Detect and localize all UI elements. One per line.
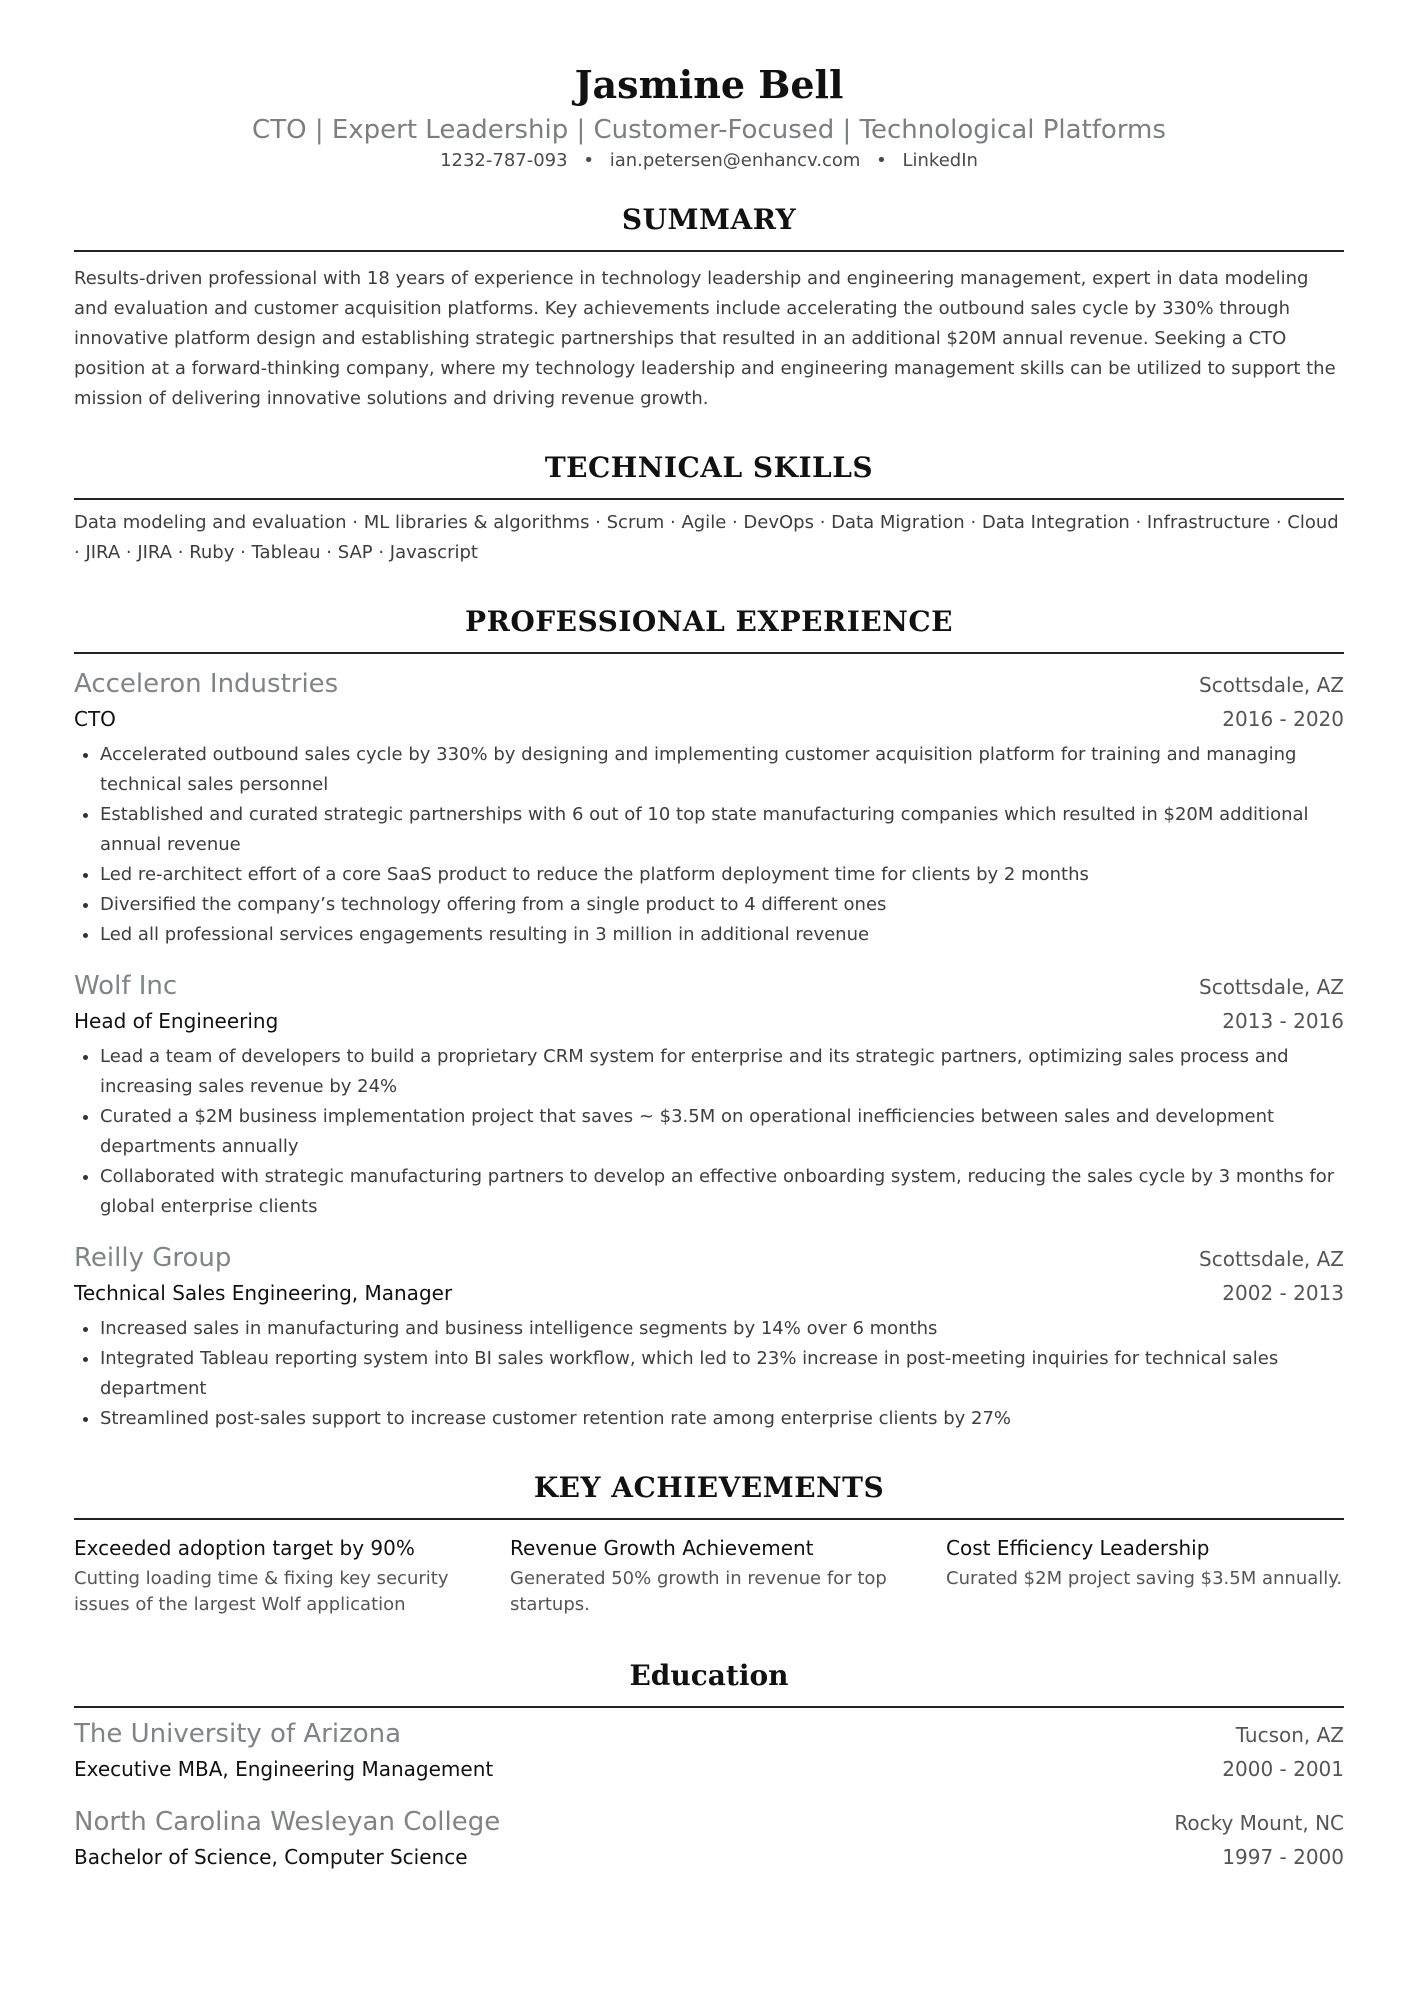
achievement-description: Generated 50% growth in revenue for top startups. <box>510 1568 887 1615</box>
education-heading: Education <box>74 1658 1344 1708</box>
bullet-item: • Streamlined post-sales support to increase customer retention rate among enterprise clients by 27% <box>100 1404 1344 1434</box>
education-dates: 2000 - 2001 <box>1222 1757 1344 1781</box>
achievement-card <box>74 1532 510 1618</box>
job-location: Scottsdale, AZ <box>1199 975 1344 999</box>
achievement-description: Cutting loading time & fixing key security issues of the largest Wolf application <box>74 1568 449 1615</box>
achievement-card <box>510 1532 946 1618</box>
resume-header <box>74 0 1344 174</box>
contact-line <box>74 148 1344 174</box>
school-location: Rocky Mount, NC <box>1174 1811 1344 1835</box>
job-dates: 2016 - 2020 <box>1222 707 1344 731</box>
achievements-grid <box>74 1532 1344 1618</box>
education-entry <box>74 1716 1344 1786</box>
summary-section <box>74 202 1344 414</box>
achievements-section <box>74 1470 1344 1618</box>
resume-page <box>74 0 1344 1874</box>
bullet-item: • Led all professional services engagements resulting in 3 million in additional revenue <box>100 920 1344 950</box>
job-location: Scottsdale, AZ <box>1199 673 1344 697</box>
skills-list: Data modeling and evaluation · ML libraries & algorithms · Scrum · Agile · DevOps · Data Migration · Data Integration · Infrastructure · Cloud · JIRA · JIRA · Ruby · Tableau · SAP · Javascript <box>74 512 1339 563</box>
bullet-item: • Collaborated with strategic manufacturing partners to develop an effective onboarding system, reducing the sales cycle by 3 months for global enterprise clients <box>100 1162 1344 1222</box>
candidate-headline: CTO | Expert Leadership | Customer-Focused | Technological Platforms <box>252 115 1166 145</box>
degree: Bachelor of Science, Computer Science <box>74 1845 468 1869</box>
bullet-item: • Led re-architect effort of a core SaaS product to reduce the platform deployment time for clients by 2 months <box>100 860 1344 890</box>
job-dates: 2002 - 2013 <box>1222 1281 1344 1305</box>
achievement-title: Revenue Growth Achievement <box>510 1536 814 1560</box>
achievement-title: Exceeded adoption target by 90% <box>74 1536 415 1560</box>
bullet-item: • Integrated Tableau reporting system into BI sales workflow, which led to 23% increase in post-meeting inquiries for technical sales department <box>100 1344 1344 1404</box>
bullet-item: • Established and curated strategic partnerships with 6 out of 10 top state manufacturing companies which resulted in $20M additional annual revenue <box>100 800 1344 860</box>
school-name: North Carolina Wesleyan College <box>74 1807 501 1837</box>
linkedin-link[interactable]: LinkedIn <box>902 150 978 171</box>
achievement-title: Cost Efficiency Leadership <box>946 1536 1210 1560</box>
job-title: Head of Engineering <box>74 1009 279 1033</box>
school-name: The University of Arizona <box>74 1719 402 1749</box>
job-bullets <box>74 740 1344 950</box>
school-location: Tucson, AZ <box>1235 1723 1344 1747</box>
job-bullets <box>74 1042 1344 1222</box>
skills-heading: TECHNICAL SKILLS <box>74 450 1344 500</box>
job-bullets <box>74 1314 1344 1434</box>
company-name: Wolf Inc <box>74 971 178 1001</box>
job-dates: 2013 - 2016 <box>1222 1009 1344 1033</box>
email-link[interactable]: ian.petersen@enhancv.com <box>609 150 861 171</box>
education-section <box>74 1658 1344 1874</box>
skills-section <box>74 450 1344 568</box>
company-name: Reilly Group <box>74 1243 232 1273</box>
education-entry <box>74 1804 1344 1874</box>
job-entry <box>74 968 1344 1222</box>
bullet-item: • Diversified the company’s technology offering from a single product to 4 different ones <box>100 890 1344 920</box>
experience-section <box>74 604 1344 1434</box>
bullet-item: • Accelerated outbound sales cycle by 330% by designing and implementing customer acquisition platform for training and managing technical sales personnel <box>100 740 1344 800</box>
job-location: Scottsdale, AZ <box>1199 1247 1344 1271</box>
education-dates: 1997 - 2000 <box>1222 1845 1344 1869</box>
phone-number: 1232-787-093 <box>440 150 568 171</box>
summary-text: Results-driven professional with 18 years of experience in technology leadership and engineering management, expert in data modeling and evaluation and customer acquisition platforms. Key achievements include accelerating the outbound sales cycle by 330% through innovative platform design and establishing strategic partnerships that resulted in an additional $20M annual revenue. Seeking a CTO position at a forward-thinking company, where my technology leadership and engineering management skills can be utilized to support the mission of delivering innovative solutions and driving revenue growth. <box>74 268 1336 409</box>
experience-heading: PROFESSIONAL EXPERIENCE <box>74 604 1344 654</box>
achievements-heading: KEY ACHIEVEMENTS <box>74 1470 1344 1520</box>
job-entry <box>74 666 1344 950</box>
bullet-item: • Increased sales in manufacturing and business intelligence segments by 14% over 6 months <box>100 1314 1344 1344</box>
job-title: CTO <box>74 707 116 731</box>
bullet-item: • Curated a $2M business implementation project that saves ~ $3.5M on operational inefficiencies between sales and development departments annually <box>100 1102 1344 1162</box>
achievement-card <box>946 1532 1344 1618</box>
bullet-separator-icon: • <box>876 150 887 171</box>
candidate-name: Jasmine Bell <box>574 62 844 107</box>
bullet-separator-icon: • <box>583 150 594 171</box>
job-entry <box>74 1240 1344 1434</box>
degree: Executive MBA, Engineering Management <box>74 1757 494 1781</box>
achievement-description: Curated $2M project saving $3.5M annually. <box>946 1568 1343 1589</box>
bullet-item: • Lead a team of developers to build a proprietary CRM system for enterprise and its strategic partners, optimizing sales process and increasing sales revenue by 24% <box>100 1042 1344 1102</box>
summary-heading: SUMMARY <box>74 202 1344 252</box>
company-name: Acceleron Industries <box>74 669 339 699</box>
job-title: Technical Sales Engineering, Manager <box>74 1281 453 1305</box>
